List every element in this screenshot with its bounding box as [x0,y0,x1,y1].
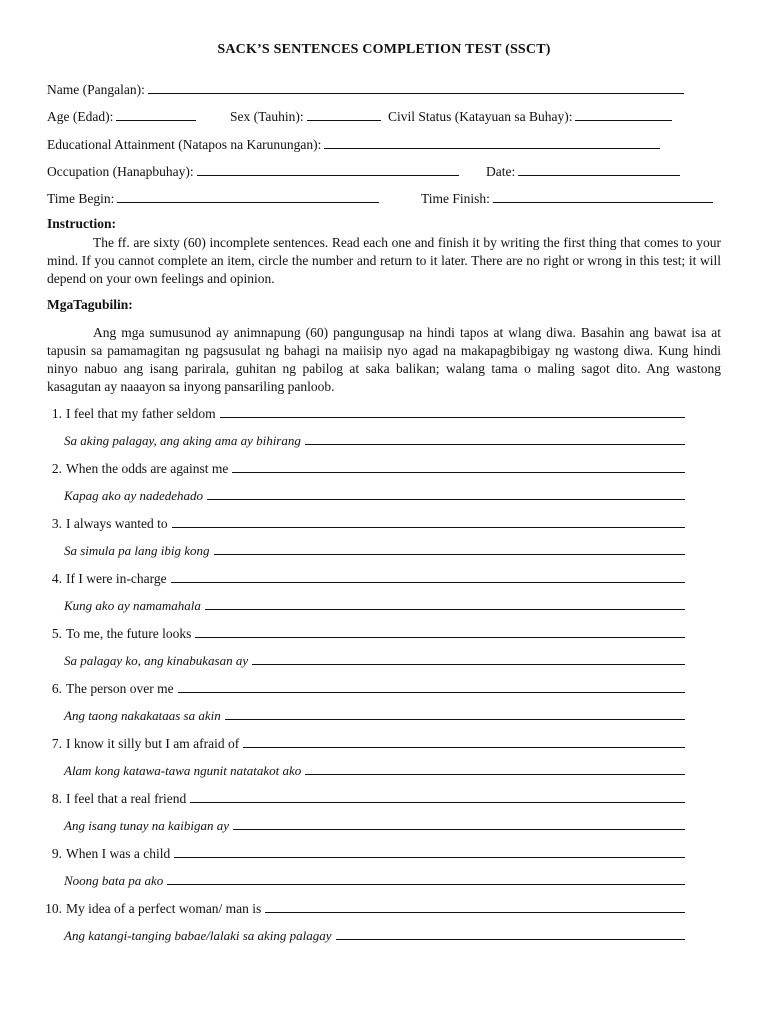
answer-line[interactable] [178,679,685,693]
sentence-item[interactable] [44,459,685,477]
occupation-field[interactable] [47,162,459,180]
item-number: 5. [51,626,62,641]
item-filipino-prompt: Ang taong nakakataas sa akin [64,708,221,723]
education-label: Educational Attainment (Natapos na Karunungan): [47,137,322,152]
item-number: 7. [51,736,62,751]
item-number: 9. [51,846,62,861]
answer-line[interactable] [233,816,685,830]
item-english-prompt: To me, the future looks [66,626,192,641]
answer-line[interactable] [172,514,685,528]
civil-status-field[interactable] [388,107,672,125]
sentence-item-translation[interactable] [64,871,685,889]
date-line[interactable] [518,162,680,176]
sentence-item-translation[interactable] [64,761,685,779]
sentence-item[interactable] [44,679,685,697]
item-number: 6. [51,681,62,696]
sentence-item[interactable] [44,514,685,532]
item-filipino-prompt: Ang isang tunay na kaibigan ay [64,818,230,833]
sentence-item-translation[interactable] [64,651,685,669]
answer-line[interactable] [174,844,685,858]
sentence-item[interactable] [44,734,685,752]
item-number: 1. [51,406,62,421]
answer-line[interactable] [214,541,685,555]
answer-line[interactable] [207,486,685,500]
time-begin-line[interactable] [117,189,379,203]
tagubilin-heading: MgaTagubilin: [47,297,133,312]
item-english-prompt: When I was a child [66,846,171,861]
sentence-item[interactable] [44,569,685,587]
name-label: Name (Pangalan): [47,82,145,97]
sentence-item[interactable] [44,624,685,642]
item-english-prompt: I feel that my father seldom [66,406,216,421]
sentence-item-translation[interactable] [64,541,685,559]
education-field[interactable] [47,135,660,153]
answer-line[interactable] [167,871,685,885]
sentence-item-translation[interactable] [64,486,685,504]
item-english-prompt: If I were in-charge [66,571,167,586]
item-filipino-prompt: Noong bata pa ako [64,873,164,888]
sex-field[interactable] [230,107,381,125]
answer-line[interactable] [190,789,685,803]
item-english-prompt: My idea of a perfect woman/ man is [66,901,262,916]
time-finish-field[interactable] [421,189,713,207]
form-title: SACK’S SENTENCES COMPLETION TEST (SSCT) [217,42,551,57]
item-english-prompt: The person over me [66,681,174,696]
date-field[interactable] [486,162,680,180]
time-begin-field[interactable] [47,189,379,207]
sentence-item-translation[interactable] [64,431,685,449]
answer-line[interactable] [205,596,685,610]
name-line[interactable] [148,80,684,94]
answer-line[interactable] [305,431,685,445]
education-line[interactable] [324,135,660,149]
age-line[interactable] [116,107,196,121]
item-number: 4. [51,571,62,586]
answer-line[interactable] [232,459,685,473]
sentence-item[interactable] [44,404,685,422]
answer-line[interactable] [220,404,685,418]
item-number: 3. [51,516,62,531]
answer-line[interactable] [195,624,685,638]
sentence-item-translation[interactable] [64,706,685,724]
item-english-prompt: I always wanted to [66,516,168,531]
age-label: Age (Edad): [47,109,114,124]
civil-status-label: Civil Status (Katayuan sa Buhay): [388,109,573,124]
time-finish-label: Time Finish: [421,191,490,206]
name-field[interactable] [47,80,684,98]
sentence-item[interactable] [44,899,685,917]
instruction-text: The ff. are sixty (60) incomplete sentences. Read each one and finish it by writing the first thing that comes to your mind. If you cannot complete an item, circle the number and return to it later. There are no right or wrong in this test; it will depend on your own feelings and opinion. [47,235,721,286]
sex-label: Sex (Tauhin): [230,109,304,124]
age-field[interactable] [47,107,196,125]
item-filipino-prompt: Sa aking palagay, ang aking ama ay bihirang [64,433,301,448]
item-number: 2. [51,461,62,476]
time-begin-label: Time Begin: [47,191,115,206]
item-english-prompt: When the odds are against me [66,461,229,476]
item-english-prompt: I know it silly but I am afraid of [66,736,240,751]
civil-status-line[interactable] [575,107,672,121]
item-filipino-prompt: Alam kong katawa-tawa ngunit natatakot ako [64,763,302,778]
answer-line[interactable] [225,706,685,720]
answer-line[interactable] [252,651,685,665]
item-filipino-prompt: Kung ako ay namamahala [64,598,201,613]
item-filipino-prompt: Kapag ako ay nadedehado [64,488,204,503]
item-filipino-prompt: Ang katangi-tanging babae/lalaki sa aking palagay [64,928,332,943]
item-number: 10. [45,901,62,916]
occupation-line[interactable] [197,162,459,176]
sentence-item-translation[interactable] [64,596,685,614]
answer-line[interactable] [305,761,685,775]
answer-line[interactable] [265,899,685,913]
answer-line[interactable] [243,734,685,748]
time-finish-line[interactable] [493,189,713,203]
answer-line[interactable] [336,926,685,940]
sentence-item-translation[interactable] [64,816,685,834]
date-label: Date: [486,164,516,179]
item-filipino-prompt: Sa simula pa lang ibig kong [64,543,210,558]
item-filipino-prompt: Sa palagay ko, ang kinabukasan ay [64,653,249,668]
item-english-prompt: I feel that a real friend [66,791,187,806]
sex-line[interactable] [307,107,381,121]
sentence-item[interactable] [44,844,685,862]
occupation-label: Occupation (Hanapbuhay): [47,164,194,179]
sentence-item-translation[interactable] [64,926,685,944]
tagubilin-text: Ang mga sumusunod ay animnapung (60) pangungusap na hindi tapos at wlang diwa. Basahin ang bawat isa at tapusin sa pamamagitan ng pagsusulat ng bahagi na maiisip nyo agad na makapagbibigay ng wastong diwa. Kung hindi ninyo nabuo ang isang parirala, guhitan ng pabilog at saka balikan; walang tama o maling sagot dito. Ang wastong kasagutan ay naaayon sa inyong pansariling panloob. [47,325,721,394]
sentence-item[interactable] [44,789,685,807]
instruction-heading: Instruction: [47,216,117,231]
answer-line[interactable] [171,569,685,583]
item-number: 8. [51,791,62,806]
